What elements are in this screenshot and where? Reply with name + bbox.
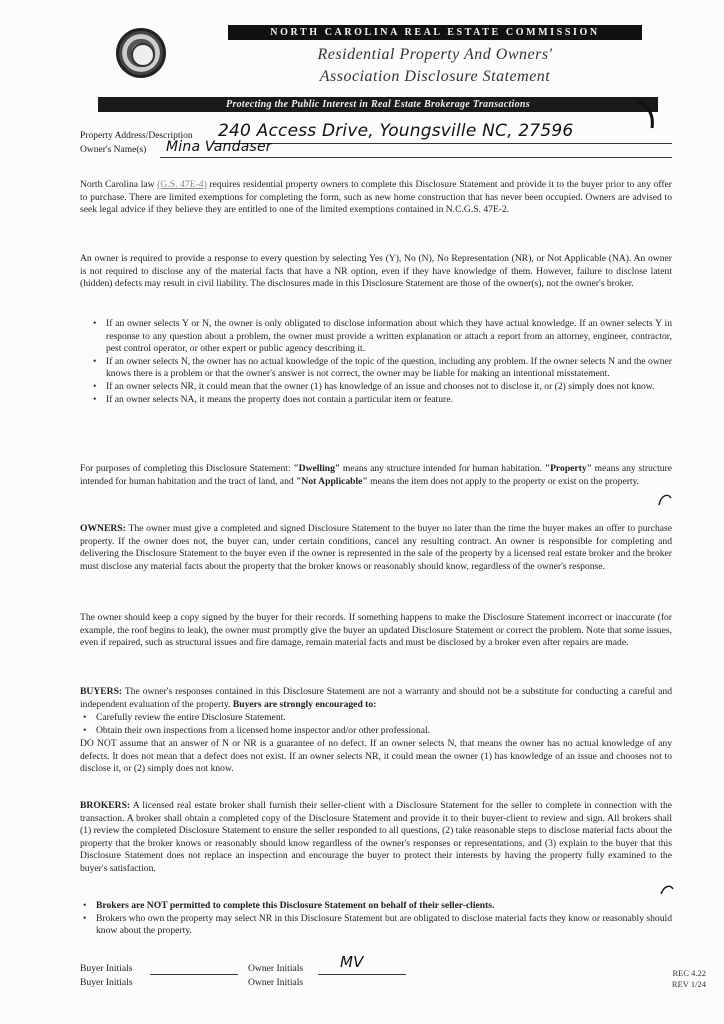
scribble-mark-icon (658, 880, 676, 898)
not-applicable-term: "Not Applicable" (296, 475, 368, 487)
owner-name-line (160, 157, 672, 158)
form-title-line1: Residential Property And Owners' (317, 46, 553, 63)
buyer-initials-label-1: Buyer Initials (80, 963, 133, 974)
owner-response-list (90, 318, 672, 406)
definitions-text-a: For purposes of completing this Disclosure Statement: (80, 463, 294, 474)
buyers-encouraged-text: Buyers are strongly encouraged to: (232, 698, 377, 710)
form-title (228, 44, 642, 88)
property-term: "Property" (544, 463, 592, 474)
owner-response-item: • If an owner selects NA, it means the property does not contain a particular item or feature. (90, 394, 672, 407)
buyers-paragraph-1 (80, 686, 672, 711)
property-address-value: 240 Access Drive, Youngsville NC, 27596 (218, 121, 574, 141)
brokers-paragraph (80, 800, 672, 876)
buyers-list-item: • Carefully review the entire Disclosure Statement. (80, 712, 672, 725)
form-title-line2: Association Disclosure Statement (319, 68, 551, 85)
buyers-list-item: • Obtain their own inspections from a licensed home inspector and/or other professional. (80, 725, 672, 738)
form-revision: REV 1/24 (671, 979, 706, 989)
owner-response-item: • If an owner selects NR, it could mean that the owner (1) has knowledge of an issue and chooses not to disclose it, or (2) simply does not know. (90, 381, 672, 394)
law-reference-link[interactable]: (G.S. 47E-4) (157, 179, 207, 190)
buyer-initials-field-1[interactable] (150, 974, 238, 975)
buyer-initials-label-2: Buyer Initials (80, 977, 133, 988)
buyers-list (80, 712, 672, 737)
owners-heading: OWNERS: (80, 523, 126, 534)
brokers-text-1: A licensed real estate broker shall furnish their seller-client with a Disclosure Statement for the seller to complete in connection with the transaction. A broker shall obtain a completed copy of the Disclosure Statement and provide it to their buyer-client to review and sign. All brokers shall (1) review the completed Disclosure Statement to ensure the seller responded to all questions, (2) take reasonable steps to disclose material facts about the property that the broker knows or reasonably should know regardless of the owner's responses or representations, and (3) explain to the buyer that this Disclosure Statement does not replace an inspection and encourage the buyer to protect their interests by having the property fully examined to the buyer's satisfaction. (80, 800, 672, 874)
brokers-list-item (80, 900, 672, 913)
buyers-paragraph-2: DO NOT assume that an answer of N or NR is a guarantee of no defect. If an owner selects N, that means the owner has no actual knowledge of any defects. It does not mean that a defect does not exist. If an owner selects NR, it could mean the owner (1) has knowledge of an issue and chooses not to disclose it, or (2) simply does not know. (80, 738, 672, 775)
intro-paragraph-1 (80, 179, 672, 217)
intro-text-b: requires residential property owners to complete this Disclosure Statement and provide it to the buyer prior to any offer to purchase. There are limited exemptions for completing the form, such as new home construction that has never been occupied. Owners are advised to seek legal advice if they believe they are entitled to one of the limited exemptions contained in N.C.G.S. 47E-2. (80, 179, 672, 216)
brokers-heading: BROKERS: (80, 800, 131, 811)
property-address-label: Property Address/Description (80, 131, 193, 141)
intro-text-a: North Carolina law (80, 179, 158, 190)
owners-paragraph-2: The owner should keep a copy signed by the buyer for their records. If something happens to make the Disclosure Statement incorrect or inaccurate (for example, the roof begins to leak), the owner must promptly give the buyer an updated Disclosure Statement or correct the problem. Note that some issues, even if repaired, such as structural issues and fire damage, remain material facts and must be disclosed by a broker even after repairs are made. (80, 612, 672, 649)
commission-seal-icon (116, 28, 166, 78)
owner-response-item: • If an owner selects Y or N, the owner is only obligated to disclose information about which they have actual knowledge. If an owner selects Y in response to any question about a problem, the owner must provide a written explanation or attach a report from an attorney, engineer, contractor, pest control operator, or other expert or public agency describing it. (90, 318, 672, 356)
owner-name-label: Owner's Name(s) (80, 145, 147, 155)
intro-paragraph-2: An owner is required to provide a response to every question by selecting Yes (Y), No (N), No Representation (NR), or Not Applicable (NA). An owner is not required to disclose any of the material facts that have a NR option, even if they have knowledge of them. However, failure to disclose latent (hidden) defects may result in civil liability. The disclosures made in this Disclosure Statement are those of the owner(s), not the owner's broker. (80, 253, 672, 290)
property-address-line (212, 143, 672, 144)
owner-initials-value: MV (340, 953, 364, 971)
brokers-list-item: • Brokers who own the property may select NR in this Disclosure Statement but are obligated to disclose material facts they know or reasonably should know about the property. (80, 913, 672, 938)
definitions-paragraph (80, 463, 672, 488)
tagline-banner: Protecting the Public Interest in Real Estate Brokerage Transactions (98, 97, 658, 112)
scribble-mark-icon (656, 490, 674, 508)
definitions-text-d: means the item does not apply to the property or exist on the property. (367, 475, 640, 487)
buyers-text-1: The owner's responses contained in this Disclosure Statement are not a warranty and should not be a substitute for conducting a careful and independent evaluation of the property. (80, 686, 672, 710)
commission-banner: NORTH CAROLINA REAL ESTATE COMMISSION (228, 25, 642, 40)
owners-text-1: The owner must give a completed and signed Disclosure Statement to the buyer no later than the time the buyer makes an offer to purchase property. If the owner does not, the buyer can, under certain conditions, cancel any resulting contract. An owner is responsible for completing and delivering the Disclosure Statement to the buyer even if the owner is represented in the sale of the property by a licensed real estate broker and the broker must disclose any material facts about the property that the broker knows or reasonably should know, regardless of the owner's response. (80, 523, 672, 572)
owner-initials-label-1: Owner Initials (248, 963, 304, 974)
definitions-text-c: means any structure intended for human habitation and the tract of land, and (80, 463, 672, 487)
owner-initials-label-2: Owner Initials (248, 977, 304, 988)
owners-paragraph-1 (80, 523, 672, 573)
owner-response-item: • If an owner selects N, the owner has no actual knowledge of the topic of the question, including any problem. If the owner selects N and the owner knows there is a problem or that the owner's answer is not correct, the owner may be liable for making an intentional misstatement. (90, 356, 672, 381)
corner-fold-mark-icon (630, 100, 670, 130)
brokers-list (80, 900, 672, 938)
definitions-text-b: means any structure intended for human habitation. (340, 463, 545, 474)
owner-initials-field-1[interactable] (318, 974, 406, 975)
form-code: REC 4.22 (672, 968, 706, 978)
brokers-not-permitted-text: Brokers are NOT permitted to complete this Disclosure Statement on behalf of their seller-clients. (96, 900, 495, 911)
buyers-heading: BUYERS: (80, 686, 123, 697)
dwelling-term: "Dwelling" (293, 463, 341, 474)
owner-name-value: Mina Vandaser (166, 139, 272, 155)
